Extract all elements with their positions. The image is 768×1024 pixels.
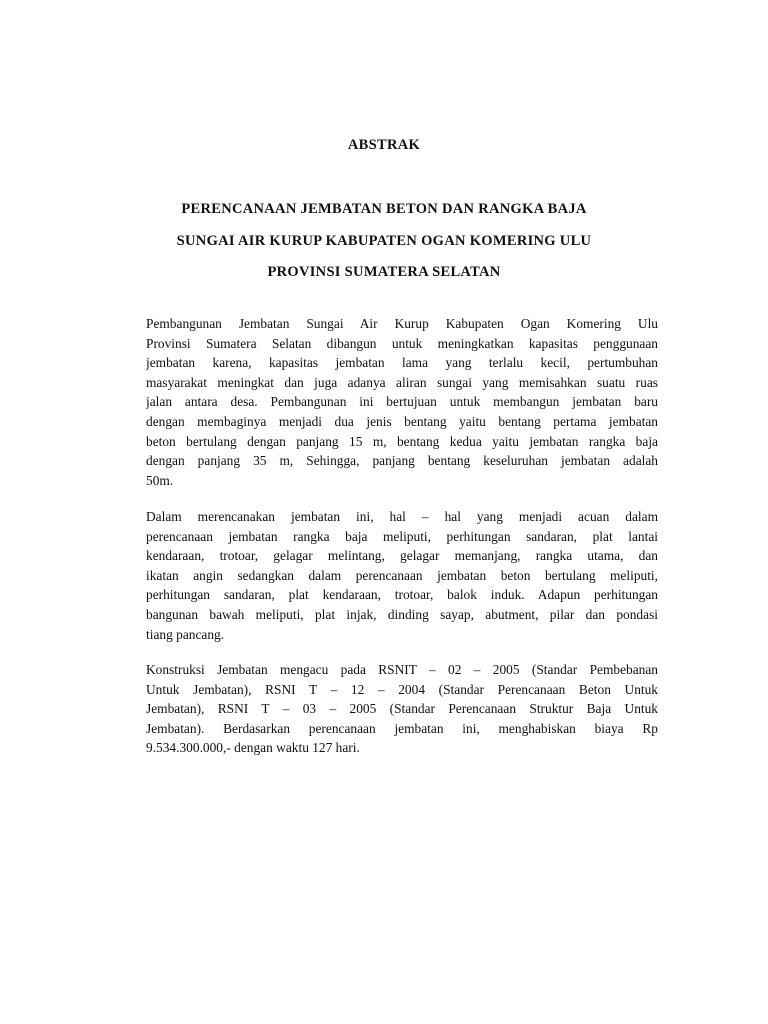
paragraph-line: 50m. (146, 472, 174, 488)
paragraph-line: ikatan angin sedangkan dalam perencanaan jembatan beton bertulang meliputi, (146, 567, 658, 583)
title-line: SUNGAI AIR KURUP KABUPATEN OGAN KOMERING ULU (176, 233, 592, 249)
paragraph-line: Dalam merencanakan jembatan ini, hal – hal yang menjadi acuan dalam (146, 509, 658, 524)
paragraph-line: perhitungan sandaran, plat kendaraan, trotoar, balok induk. Adapun perhitungan (146, 587, 658, 603)
title-line: PERENCANAAN JEMBATAN BETON DAN RANGKA BAJA (181, 201, 587, 217)
paragraph-line: dengan membaginya menjadi dua jenis bentang yaitu bentang pertama jembatan (146, 413, 658, 429)
paragraph-line: beton bertulang dengan panjang 15 m, bentang kedua yaitu jembatan rangka baja (146, 433, 658, 449)
paragraph-design-references (146, 507, 658, 644)
paragraph-line: Pembangunan Jembatan Sungai Air Kurup Kabupaten Ogan Komering Ulu (146, 316, 658, 331)
paragraph-line: bangunan bawah meliputi, plat injak, dinding sayap, abutment, pilar dan pondasi (146, 606, 658, 622)
paragraph-line: Provinsi Sumatera Selatan dibangun untuk meningkatkan kapasitas penggunaan (146, 335, 658, 351)
title-line: PROVINSI SUMATERA SELATAN (267, 264, 501, 280)
paragraph-line: Jembatan), RSNI T – 03 – 2005 (Standar Perencanaan Struktur Baja Untuk (146, 701, 658, 717)
paragraph-line: 9.534.300.000,- dengan waktu 127 hari. (146, 740, 360, 756)
paragraph-line: Jembatan). Berdasarkan perencanaan jembatan ini, menghabiskan biaya Rp (146, 720, 658, 736)
paragraph-standards (146, 660, 658, 758)
paragraph-line: Untuk Jembatan), RSNI T – 12 – 2004 (Standar Perencanaan Beton Untuk (146, 681, 658, 697)
paragraph-background (146, 314, 658, 490)
abstract-heading: ABSTRAK (347, 137, 421, 153)
paragraph-line: tiang pancang. (146, 626, 225, 642)
paragraph-line: kendaraan, trotoar, gelagar melintang, gelagar memanjang, rangka utama, dan (146, 548, 658, 564)
paragraph-line: perencanaan jembatan rangka baja meliputi, perhitungan sandaran, plat lantai (146, 528, 658, 544)
paragraph-line: dengan panjang 35 m, Sehingga, panjang bentang keseluruhan jembatan adalah (146, 453, 658, 469)
paragraph-line: jembatan karena, kapasitas jembatan lama yang terlalu kecil, pertumbuhan (146, 355, 658, 371)
paragraph-line: jalan antara desa. Pembangunan ini bertujuan untuk membangun jembatan baru (146, 394, 658, 410)
paragraph-line: Konstruksi Jembatan mengacu pada RSNIT – 02 – 2005 (Standar Pembebanan (146, 662, 658, 677)
paragraph-line: masyarakat meningkat dan juga adanya aliran sungai yang memisahkan suatu ruas (146, 374, 658, 390)
